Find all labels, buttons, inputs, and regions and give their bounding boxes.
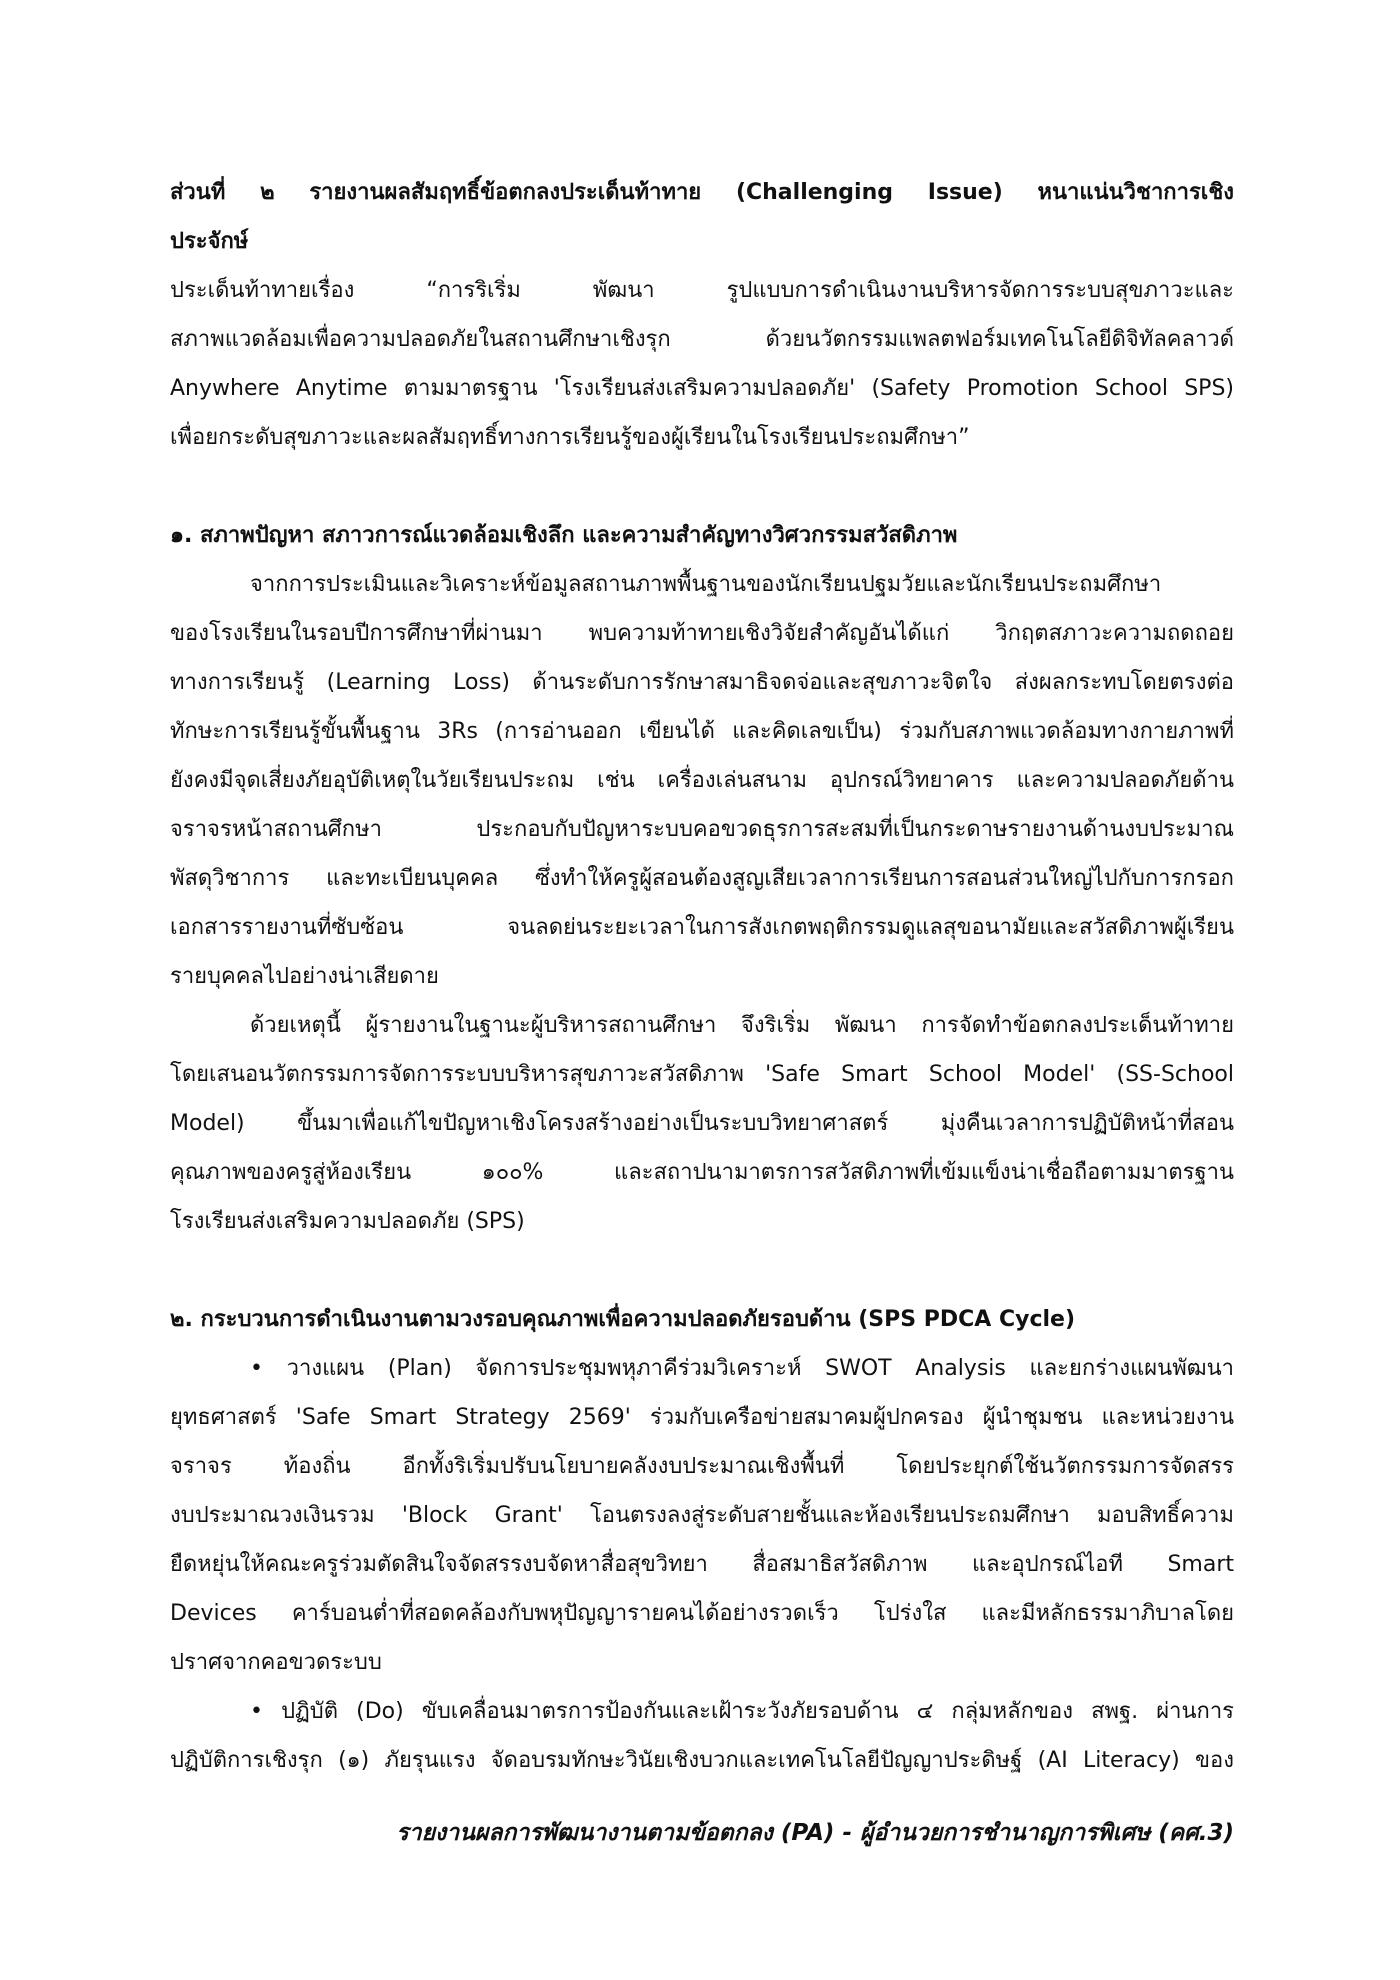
paragraph-line: Devices คาร์บอนต่ำที่สอดคล้องกับพหุปัญญารายคนได้อย่างรวดเร็ว โปร่งใส และมีหลักธรรมาภิบาลโดย <box>170 1601 1234 1626</box>
paragraph-line: ปราศจากคอขวดระบบ <box>170 1650 382 1675</box>
paragraph-line: โดยเสนอนวัตกรรมการจัดการระบบบริหารสุขภาวะสวัสดิภาพ 'Safe Smart School Model' (SS-School <box>170 1062 1234 1087</box>
section-1-paragraph-2 <box>170 1001 1234 1246</box>
spacer <box>170 462 1234 511</box>
bullet-plan <box>170 1344 1234 1687</box>
paragraph-line: ของโรงเรียนในรอบปีการศึกษาที่ผ่านมา พบความท้าทายเชิงวิจัยสำคัญอันได้แก่ วิกฤตสภาวะความถดถอย <box>170 621 1234 646</box>
bullet-do <box>170 1687 1234 1785</box>
challenge-topic-line: สภาพแวดล้อมเพื่อความปลอดภัยในสถานศึกษาเชิงรุก ด้วยนวัตกรรมแพลตฟอร์มเทคโนโลยีดิจิทัลคลาวด์ <box>170 327 1234 352</box>
part-heading <box>170 168 1234 266</box>
paragraph-line: คุณภาพของครูสู่ห้องเรียน ๑๐๐% และสถาปนามาตรการสวัสดิภาพที่เข้มแข็งน่าเชื่อถือตามมาตรฐาน <box>170 1160 1234 1185</box>
paragraph-line: โรงเรียนส่งเสริมความปลอดภัย (SPS) <box>170 1209 525 1234</box>
challenge-topic-line: เพื่อยกระดับสุขภาวะและผลสัมฤทธิ์ทางการเรียนรู้ของผู้เรียนในโรงเรียนประถมศึกษา” <box>170 425 970 450</box>
paragraph-line: ปฏิบัติการเชิงรุก (๑) ภัยรุนแรง จัดอบรมทักษะวินัยเชิงบวกและเทคโนโลยีปัญญาประดิษฐ์ (AI Literacy) ของ <box>170 1748 1234 1773</box>
page-footer: รายงานผลการพัฒนางานตามข้อตกลง (PA) - ผู้อำนวยการชำนาญการพิเศษ (คศ.3) <box>396 1820 1234 1846</box>
challenge-topic-line: ประเด็นท้าทายเรื่อง “การริเริ่ม พัฒนา รูปแบบการดำเนินงานบริหารจัดการระบบสุขภาวะและ <box>170 278 1234 303</box>
paragraph-line: พัสดุวิชาการ และทะเบียนบุคคล ซึ่งทำให้ครูผู้สอนต้องสูญเสียเวลาการเรียนการสอนส่วนใหญ่ไปกับการกรอก <box>170 866 1234 891</box>
paragraph-line: จราจรหน้าสถานศึกษา ประกอบกับปัญหาระบบคอขวดธุรการสะสมที่เป็นกระดาษรายงานด้านงบประมาณ <box>170 817 1234 842</box>
section-2-heading: ๒. กระบวนการดำเนินงานตามวงรอบคุณภาพเพื่อความปลอดภัยรอบด้าน (SPS PDCA Cycle) <box>170 1307 1076 1332</box>
section-2 <box>170 1295 1234 1785</box>
section-1 <box>170 511 1234 1246</box>
paragraph-line: งบประมาณวงเงินรวม 'Block Grant' โอนตรงลงสู่ระดับสายชั้นและห้องเรียนประถมศึกษา มอบสิทธิ์ความ <box>170 1503 1234 1528</box>
paragraph-line: ยุทธศาสตร์ 'Safe Smart Strategy 2569' ร่วมกับเครือข่ายสมาคมผู้ปกครอง ผู้นำชุมชน และหน่วยงาน <box>170 1405 1234 1430</box>
part-heading-line: ส่วนที่ ๒ รายงานผลสัมฤทธิ์ข้อตกลงประเด็นท้าทาย (Challenging Issue) หนาแน่นวิชาการเชิง <box>170 180 1234 205</box>
paragraph-line: ด้วยเหตุนี้ ผู้รายงานในฐานะผู้บริหารสถานศึกษา จึงริเริ่ม พัฒนา การจัดทำข้อตกลงประเด็นท้าทาย <box>250 1013 1234 1038</box>
spacer <box>170 1246 1234 1295</box>
paragraph-line: ทักษะการเรียนรู้ขั้นพื้นฐาน 3Rs (การอ่านออก เขียนได้ และคิดเลขเป็น) ร่วมกับสภาพแวดล้อมทางกายภาพที่ <box>170 719 1234 744</box>
challenge-topic-line: Anywhere Anytime ตามมาตรฐาน 'โรงเรียนส่งเสริมความปลอดภัย' (Safety Promotion School SPS) <box>170 376 1234 401</box>
paragraph-line: ยืดหยุ่นให้คณะครูร่วมตัดสินใจจัดสรรงบจัดหาสื่อสุขวิทยา สื่อสมาธิสวัสดิภาพ และอุปกรณ์ไอที Smart <box>170 1552 1234 1577</box>
section-1-heading: ๑. สภาพปัญหา สภาวการณ์แวดล้อมเชิงลึก และความสำคัญทางวิศวกรรมสวัสดิภาพ <box>170 523 958 548</box>
paragraph-line: • วางแผน (Plan) จัดการประชุมพหุภาคีร่วมวิเคราะห์ SWOT Analysis และยกร่างแผนพัฒนา <box>250 1356 1234 1381</box>
paragraph-line: • ปฏิบัติ (Do) ขับเคลื่อนมาตรการป้องกันและเฝ้าระวังภัยรอบด้าน ๔ กลุ่มหลักของ สพฐ. ผ่านการ <box>250 1699 1234 1724</box>
document-body <box>170 168 1234 1785</box>
paragraph-line: ทางการเรียนรู้ (Learning Loss) ด้านระดับการรักษาสมาธิจดจ่อและสุขภาวะจิตใจ ส่งผลกระทบโดยตรงต่อ <box>170 670 1234 695</box>
section-1-paragraph-1 <box>170 560 1234 1001</box>
part-heading-line: ประจักษ์ <box>170 229 249 254</box>
paragraph-line: Model) ขึ้นมาเพื่อแก้ไขปัญหาเชิงโครงสร้างอย่างเป็นระบบวิทยาศาสตร์ มุ่งคืนเวลาการปฏิบัติหน้าที่สอน <box>170 1111 1234 1136</box>
challenge-topic <box>170 266 1234 462</box>
paragraph-line: จากการประเมินและวิเคราะห์ข้อมูลสถานภาพพื้นฐานของนักเรียนปฐมวัยและนักเรียนประถมศึกษา <box>250 572 1162 597</box>
paragraph-line: รายบุคคลไปอย่างน่าเสียดาย <box>170 964 439 989</box>
paragraph-line: เอกสารรายงานที่ซับซ้อน จนลดย่นระยะเวลาในการสังเกตพฤติกรรมดูแลสุขอนามัยและสวัสดิภาพผู้เรียน <box>170 915 1234 940</box>
paragraph-line: ยังคงมีจุดเสี่ยงภัยอุบัติเหตุในวัยเรียนประถม เช่น เครื่องเล่นสนาม อุปกรณ์วิทยาคาร และความปลอดภัยด้าน <box>170 768 1234 793</box>
paragraph-line: จราจร ท้องถิ่น อีกทั้งริเริ่มปรับนโยบายคลังงบประมาณเชิงพื้นที่ โดยประยุกต์ใช้นวัตกรรมการจัดสรร <box>170 1454 1234 1479</box>
